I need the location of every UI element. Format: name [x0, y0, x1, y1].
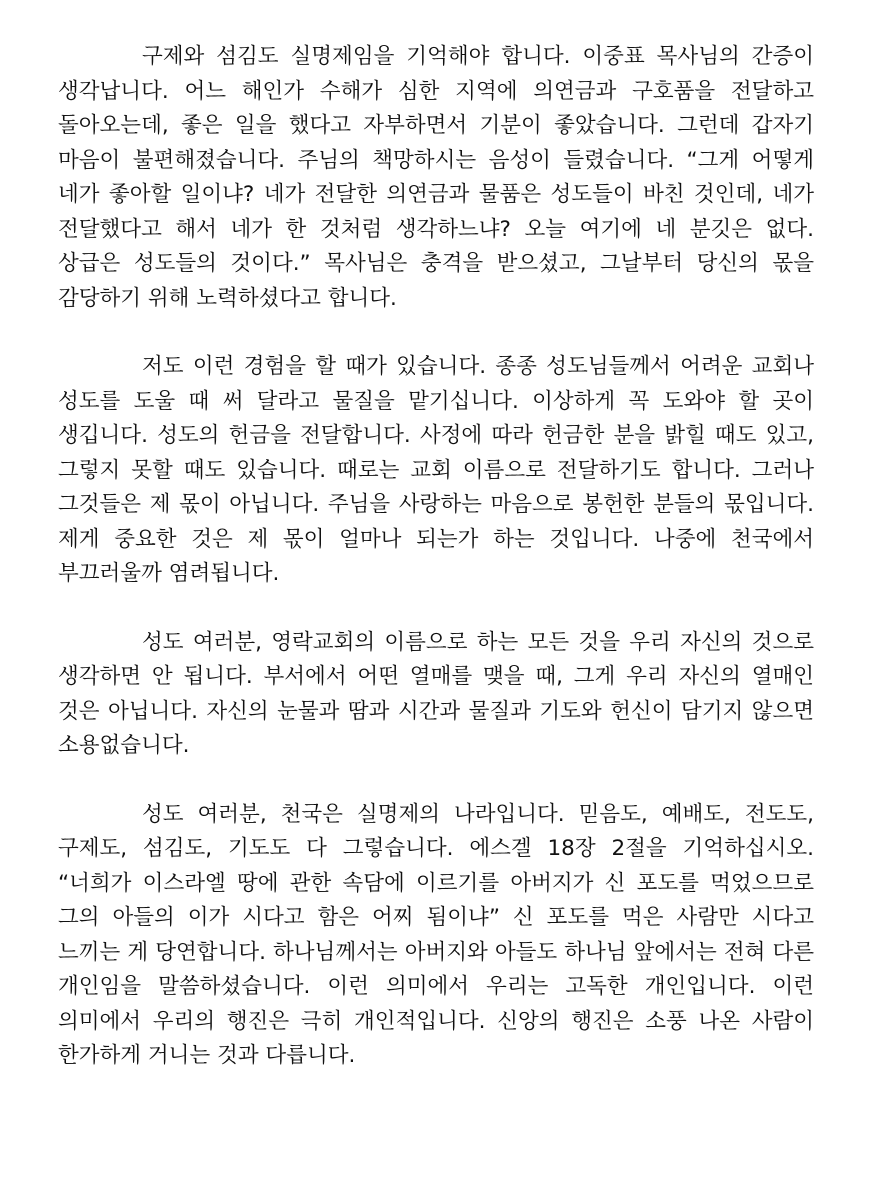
paragraph-2: 저도 이런 경험을 할 때가 있습니다. 종종 성도님들께서 어려운 교회나 성도를 도울 때 써 달라고 물질을 맡기십니다. 이상하게 꼭 도와야 할 곳이 생깁니다. 성도의 헌금을 전달합니다. 사정에 따라 헌금한 분을 밝힐 때도 있고, 그렇지 못할 때도 있습니다. 때로는 교회 이름으로 전달하기도 합니다. 그러나 그것들은 제 몫이 아닙니다. 주님을 사랑하는 마음으로 봉헌한 분들의 몫입니다. 제게 중요한 것은 제 몫이 얼마나 되는가 하는 것입니다. 나중에 천국에서 부끄러울까 염려됩니다. [58, 354, 814, 586]
document-body [58, 40, 814, 1074]
paragraph-3: 성도 여러분, 영락교회의 이름으로 하는 모든 것을 우리 자신의 것으로 생각하면 안 됩니다. 부서에서 어떤 열매를 맺을 때, 그게 우리 자신의 열매인 것은 아닙니다. 자신의 눈물과 땀과 시간과 물질과 기도와 헌신이 담기지 않으면 소용없습니다. [58, 629, 814, 758]
paragraph-4: 성도 여러분, 천국은 실명제의 나라입니다. 믿음도, 예배도, 전도도, 구제도, 섬김도, 기도도 다 그렇습니다. 에스겔 18장 2절을 기억하십시오. “너희가 이스라엘 땅에 관한 속담에 이르기를 아버지가 신 포도를 먹었으므로 그의 아들의 이가 시다고 함은 어찌 됨이냐” 신 포도를 먹은 사람만 시다고 느끼는 게 당연합니다. 하나님께서는 아버지와 아들도 하나님 앞에서는 전혀 다른 개인임을 말씀하셨습니다. 이런 의미에서 우리는 고독한 개인입니다. 이런 의미에서 우리의 행진은 극히 개인적입니다. 신앙의 행진은 소풍 나온 사람이 한가하게 거니는 것과 다릅니다. [58, 801, 814, 1068]
paragraph-1: 구제와 섬김도 실명제임을 기억해야 합니다. 이중표 목사님의 간증이 생각납니다. 어느 해인가 수해가 심한 지역에 의연금과 구호품을 전달하고 돌아오는데, 좋은 일을 했다고 자부하면서 기분이 좋았습니다. 그런데 갑자기 마음이 불편해졌습니다. 주님의 책망하시는 음성이 들렸습니다. “그게 어떻게 네가 좋아할 일이냐? 네가 전달한 의연금과 물품은 성도들이 바친 것인데, 네가 전달했다고 해서 네가 한 것처럼 생각하느냐? 오늘 여기에 네 분깃은 없다. 상급은 성도들의 것이다.” 목사님은 충격을 받으셨고, 그날부터 당신의 몫을 감당하기 위해 노력하셨다고 합니다. [58, 44, 814, 311]
